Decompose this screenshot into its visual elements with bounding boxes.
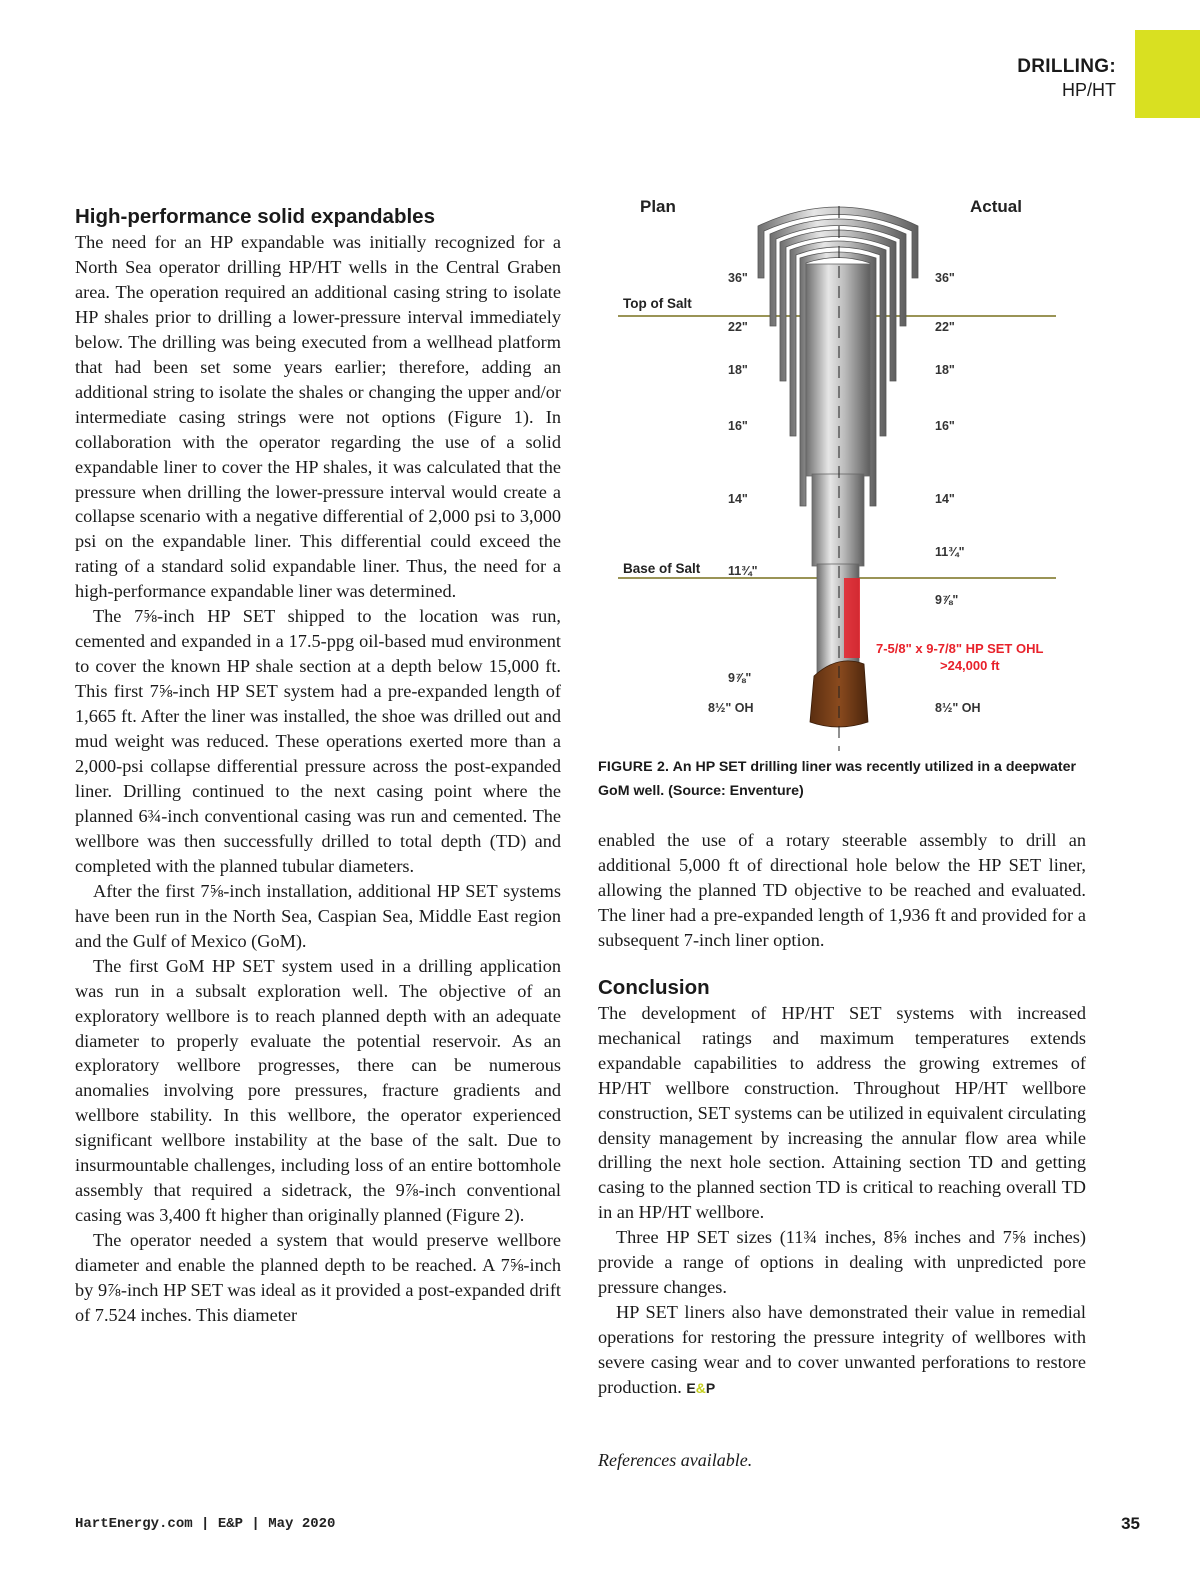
plan-size-label: 36" — [728, 271, 748, 285]
right-column — [598, 828, 1086, 1401]
actual-size-label: 18" — [935, 363, 955, 377]
figure-caption — [598, 755, 1078, 803]
ep-end-mark: E&P — [686, 1380, 716, 1397]
plan-size-label: 8½" OH — [708, 701, 754, 715]
actual-label: Actual — [970, 197, 1022, 216]
paragraph: The need for an HP expandable was initially recognized for a North Sea operator drilling HP/HT wells in the Central Graben area. The operation required an additional casing string to isolate HP shales prior to drilling a lower-pressure interval immediately below. The drilling was being executed from a wellhead platform that had been set some years earlier; therefore, adding an additional string to isolate the shales or changing the upper and/or intermediate casing strings were not options (Figure 1). In collaboration with the operator regarding the use of a solid expandable liner to cover the HP shales, it was calculated that the pressure when drilling the lower-pressure interval would create a collapse scenario with a negative differential of 2,000 psi to 3,000 psi on the expandable liner. This differential could exceed the rating of a standard solid expandable liner. Thus, the need for a high-performance expandable liner was determined. — [75, 232, 561, 602]
paragraph: The 7⅝-inch HP SET shipped to the location was run, cemented and expanded in a 17.5-ppg oil-based mud environment to cover the known HP shale section at a depth below 15,000 ft. This first 7⅝-inch HP SET system had a pre-expanded length of 1,665 ft. After the liner was installed, the shoe was drilled out and mud weight was reduced. These operations exerted more than a 2,000-psi collapse differential pressure across the post-expanded liner. Drilling continued to the next casing point where the planned 6¾-inch conventional casing was run and cemented. The wellbore was then successfully drilled to total depth (TD) and completed with the planned tubular diameters. — [75, 606, 561, 876]
plan-size-label: 16" — [728, 419, 748, 433]
section-title: DRILLING: — [1017, 56, 1116, 77]
hp-set-highlight — [844, 578, 860, 658]
paragraph: Three HP SET sizes (11¾ inches, 8⅝ inches and 7⅝ inches) provide a range of options in dealing with unpredicted pore pressure changes. — [598, 1227, 1086, 1298]
actual-size-label: 14" — [935, 492, 955, 506]
actual-size-label: 9⅞" — [935, 593, 959, 607]
last-paragraph — [598, 1300, 1086, 1401]
plan-size-label: 22" — [728, 320, 748, 334]
actual-size-label: 36" — [935, 271, 955, 285]
conclusion-heading: Conclusion — [598, 975, 710, 999]
paragraph: After the first 7⅝-inch installation, additional HP SET systems have been run in the North Sea, Caspian Sea, Middle East region and the Gulf of Mexico (GoM). — [75, 880, 561, 951]
section-subtitle: HP/HT — [1062, 80, 1116, 100]
page-number: 35 — [1121, 1514, 1140, 1533]
plan-size-label: 11¾" — [728, 564, 758, 578]
casing-9-7-8-inch — [812, 474, 864, 566]
left-column — [75, 204, 561, 1328]
paragraph-text: HP SET liners also have demonstrated their value in remedial operations for restoring the pressure integrity of wellbores with severe casing wear and to cover unwanted perforations to restore production. — [598, 1302, 1086, 1398]
hp-set-callout: 7-5/8" x 9-7/8" HP SET OHL — [876, 641, 1044, 656]
plan-label: Plan — [640, 197, 676, 216]
article-heading: High-performance solid expandables — [75, 205, 435, 228]
actual-size-label: 16" — [935, 419, 955, 433]
casing-11-3-4-inch — [806, 264, 870, 476]
plan-size-label: 14" — [728, 492, 748, 506]
section-color-tab — [1135, 30, 1200, 118]
actual-size-label: 8½" OH — [935, 701, 981, 715]
paragraph: enabled the use of a rotary steerable assembly to drill an additional 5,000 ft of directional hole below the HP SET liner, allowing the planned TD objective to be reached and evaluated. The liner had a pre-expanded length of 1,936 ft and provided for a subsequent 7-inch liner option. — [598, 830, 1086, 950]
caption-text: An HP SET drilling liner was recently utilized in a deepwater GoM well. (Source: Enventure) — [598, 759, 1076, 799]
plan-size-label: 9⅞" — [728, 671, 752, 685]
figure-2-wellbore-diagram — [598, 186, 1098, 764]
wellbore-diagram — [598, 186, 1098, 764]
paragraph: The operator needed a system that would preserve wellbore diameter and enable the planned depth to be reached. A 7⅝-inch by 9⅞-inch HP SET was ideal as it provided a post-expanded drift of 7.524 inches. This diameter — [75, 1230, 561, 1325]
paragraph: The first GoM HP SET system used in a drilling application was run in a subsalt exploration well. The objective of an exploratory wellbore is to reach planned depth with an adequate diameter to properly evaluate the potential reservoir. As an exploratory wellbore progresses, there can be numerous anomalies involving pore pressures, fracture gradients and wellbore stability. In this wellbore, the operator experienced significant wellbore instability at the base of the salt. Due to insurmountable challenges, including loss of an entire bottomhole assembly that required a sidetrack, the 9⅞-inch conventional casing was 3,400 ft higher than originally planned (Figure 2). — [75, 955, 561, 1226]
caption-label: FIGURE 2. — [598, 759, 670, 775]
footer-publication: HartEnergy.com | E&P | May 2020 — [75, 1516, 336, 1532]
actual-size-label: 11¾" — [935, 545, 965, 559]
top-of-salt-label: Top of Salt — [623, 296, 692, 311]
plan-size-label: 18" — [728, 363, 748, 377]
actual-size-label: 22" — [935, 320, 955, 334]
base-of-salt-label: Base of Salt — [623, 561, 701, 576]
hp-set-depth: >24,000 ft — [940, 658, 1000, 673]
references-note: References available. — [598, 1450, 753, 1470]
paragraph: The development of HP/HT SET systems with increased mechanical ratings and maximum temperatures extends expandable capabilities to address the growing extremes of HP/HT wellbore construction. Throughout HP/HT wellbore construction, SET systems can be utilized in equivalent circulating density management by increasing the annular flow area while drilling the next hole section. Attaining section TD and getting casing to the planned section TD is critical to reaching overall TD in an HP/HT wellbore. — [598, 1002, 1086, 1223]
section-header — [1017, 56, 1116, 102]
